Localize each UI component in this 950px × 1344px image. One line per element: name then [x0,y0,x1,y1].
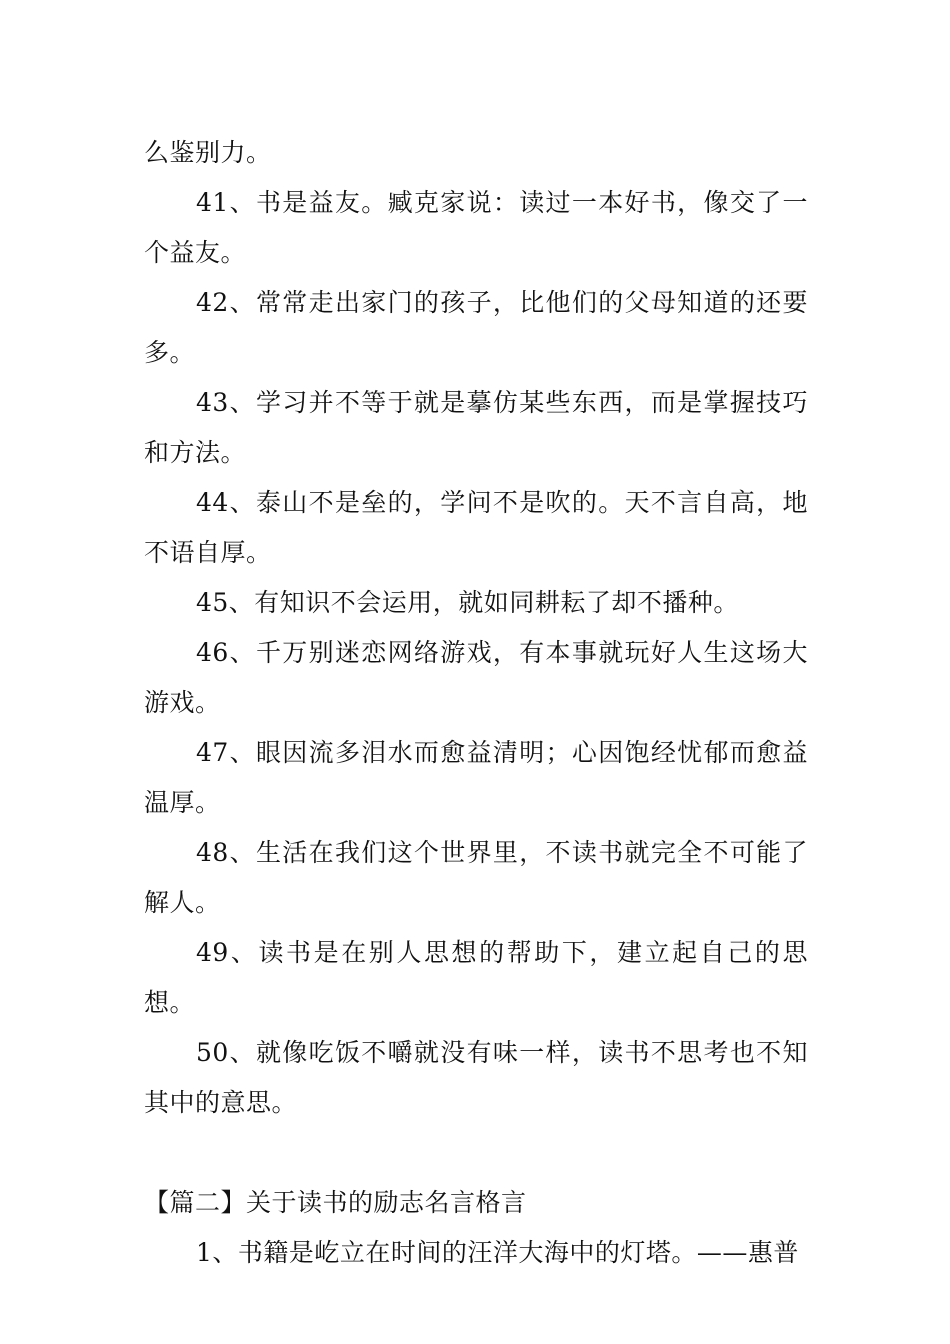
quote-item-44: 44、泰山不是垒的，学问不是吹的。天不言自高，地不语自厚。 [144,488,808,567]
section-spacer [144,1128,808,1178]
continuation-text: 么鉴别力。 [144,138,272,167]
quote-item-49: 49、读书是在别人思想的帮助下，建立起自己的思想。 [144,938,808,1017]
quote-item-43: 43、学习并不等于就是摹仿某些东西，而是掌握技巧和方法。 [144,388,808,467]
document-body [144,128,808,1278]
quote-item-1: 1、书籍是屹立在时间的汪洋大海中的灯塔。——惠普 [196,1238,799,1267]
quote-item-45: 45、有知识不会运用，就如同耕耘了却不播种。 [196,588,739,617]
quote-item-46: 46、千万别迷恋网络游戏，有本事就玩好人生这场大游戏。 [144,638,808,717]
quote-item-47: 47、眼因流多泪水而愈益清明；心因饱经忧郁而愈益温厚。 [144,738,808,817]
quote-item-48: 48、生活在我们这个世界里，不读书就完全不可能了解人。 [144,838,808,917]
quote-item-50: 50、就像吃饭不嚼就没有味一样，读书不思考也不知其中的意思。 [144,1038,808,1117]
quote-item-42: 42、常常走出家门的孩子，比他们的父母知道的还要多。 [144,288,808,367]
quote-item-41: 41、书是益友。臧克家说：读过一本好书，像交了一个益友。 [144,188,808,267]
section-heading: 【篇二】关于读书的励志名言格言 [144,1188,527,1217]
